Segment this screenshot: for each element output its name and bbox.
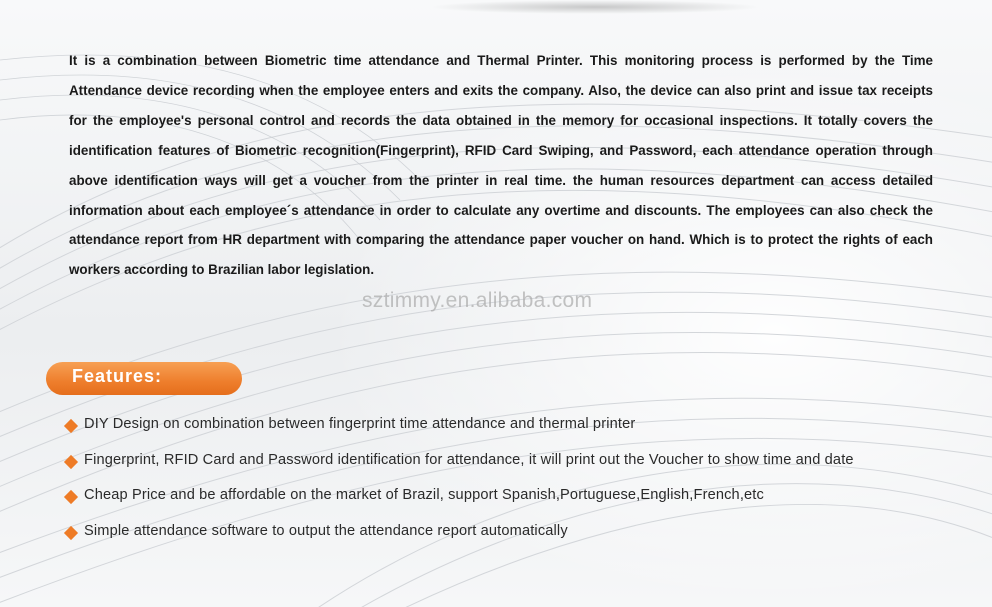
feature-text: Cheap Price and be affordable on the market of Brazil, support Spanish,Portuguese,English,French,etc	[84, 487, 764, 503]
top-shadow	[430, 0, 760, 14]
watermark: sztimmy.en.alibaba.com	[362, 289, 593, 312]
features-heading: Features:	[72, 366, 163, 386]
feature-text: Fingerprint, RFID Card and Password identification for attendance, it will print out the Voucher to show time and date	[84, 452, 854, 468]
features-heading-pill	[46, 362, 242, 395]
feature-text: Simple attendance software to output the attendance report automatically	[84, 523, 568, 539]
feature-text: DIY Design on combination between fingerprint time attendance and thermal printer	[84, 416, 636, 432]
intro-paragraph: It is a combination between Biometric time attendance and Thermal Printer. This monitoring process is performed by the Time Attendance device recording when the employee enters and exits the company. Also, the device can also print and issue tax receipts for the employee's personal control and records the data obtained in the memory for occasional inspections. It totally covers the identification features of Biometric recognition(Fingerprint), RFID Card Swiping, and Password, each attendance operation through above identification ways will get a voucher from the printer in real time. the human resources department can access detailed information about each employee´s attendance in order to calculate any overtime and discounts. The employees can also check the attendance report from HR department with comparing the attendance paper voucher on hand. Which is to protect the rights of each workers according to Brazilian labor legislation.	[69, 53, 933, 278]
